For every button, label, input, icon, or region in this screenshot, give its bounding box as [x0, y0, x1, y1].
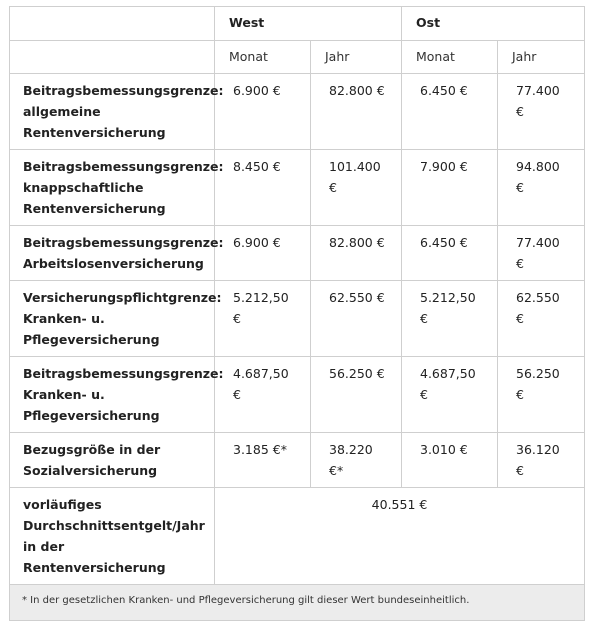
table-row	[10, 74, 585, 150]
row-label: Versicherungspflichtgrenze: Kranken- u. Pflegeversicherung	[10, 281, 215, 357]
footnote: * In der gesetzlichen Kranken- und Pflegeversicherung gilt dieser Wert bundeseinheitlich.	[10, 585, 585, 621]
summary-label: vorläufiges Durchschnittsentgelt/Jahr in der Rentenversicherung	[10, 488, 215, 585]
cell-west-monat: 6.900 €	[215, 226, 311, 281]
cell-west-jahr: 82.800 €	[311, 226, 402, 281]
cell-ost-jahr: 56.250 €	[498, 357, 585, 433]
table-row	[10, 150, 585, 226]
header-ost: Ost	[402, 7, 585, 41]
cell-west-monat: 5.212,50 €	[215, 281, 311, 357]
cell-ost-monat: 4.687,50 €	[402, 357, 498, 433]
footnote-row	[10, 585, 585, 621]
summary-row	[10, 488, 585, 585]
cell-west-monat: 3.185 €*	[215, 433, 311, 488]
table-subheader-row	[10, 41, 585, 74]
table-row	[10, 281, 585, 357]
cell-ost-monat: 6.450 €	[402, 226, 498, 281]
cell-west-monat: 4.687,50 €	[215, 357, 311, 433]
cell-ost-jahr: 62.550 €	[498, 281, 585, 357]
cell-west-jahr: 82.800 €	[311, 74, 402, 150]
cell-west-monat: 6.900 €	[215, 74, 311, 150]
subheader-ost-jahr: Jahr	[498, 41, 585, 74]
summary-value: 40.551 €	[215, 488, 585, 585]
table-row	[10, 226, 585, 281]
cell-ost-jahr: 77.400 €	[498, 74, 585, 150]
table-row	[10, 357, 585, 433]
cell-ost-jahr: 94.800 €	[498, 150, 585, 226]
row-label: Bezugsgröße in der Sozialversicherung	[10, 433, 215, 488]
subheader-west-jahr: Jahr	[311, 41, 402, 74]
cell-ost-monat: 7.900 €	[402, 150, 498, 226]
table-row	[10, 433, 585, 488]
cell-west-jahr: 38.220 €*	[311, 433, 402, 488]
cell-ost-monat: 6.450 €	[402, 74, 498, 150]
cell-west-jahr: 101.400 €	[311, 150, 402, 226]
header-empty-cell	[10, 7, 215, 41]
cell-west-monat: 8.450 €	[215, 150, 311, 226]
cell-ost-jahr: 36.120 €	[498, 433, 585, 488]
table-header-row	[10, 7, 585, 41]
subheader-empty-cell	[10, 41, 215, 74]
cell-ost-jahr: 77.400 €	[498, 226, 585, 281]
subheader-west-monat: Monat	[215, 41, 311, 74]
cell-west-jahr: 62.550 €	[311, 281, 402, 357]
header-west: West	[215, 7, 402, 41]
row-label: Beitragsbemessungsgrenze: Kranken- u. Pflegeversicherung	[10, 357, 215, 433]
row-label: Beitragsbemessungsgrenze: knappschaftliche Rentenversicherung	[10, 150, 215, 226]
contribution-limits-table-wrapper	[9, 6, 584, 621]
cell-west-jahr: 56.250 €	[311, 357, 402, 433]
subheader-ost-monat: Monat	[402, 41, 498, 74]
contribution-limits-table	[9, 6, 585, 621]
row-label: Beitragsbemessungsgrenze: Arbeitslosenversicherung	[10, 226, 215, 281]
cell-ost-monat: 5.212,50 €	[402, 281, 498, 357]
row-label: Beitragsbemessungsgrenze: allgemeine Rentenversicherung	[10, 74, 215, 150]
cell-ost-monat: 3.010 €	[402, 433, 498, 488]
